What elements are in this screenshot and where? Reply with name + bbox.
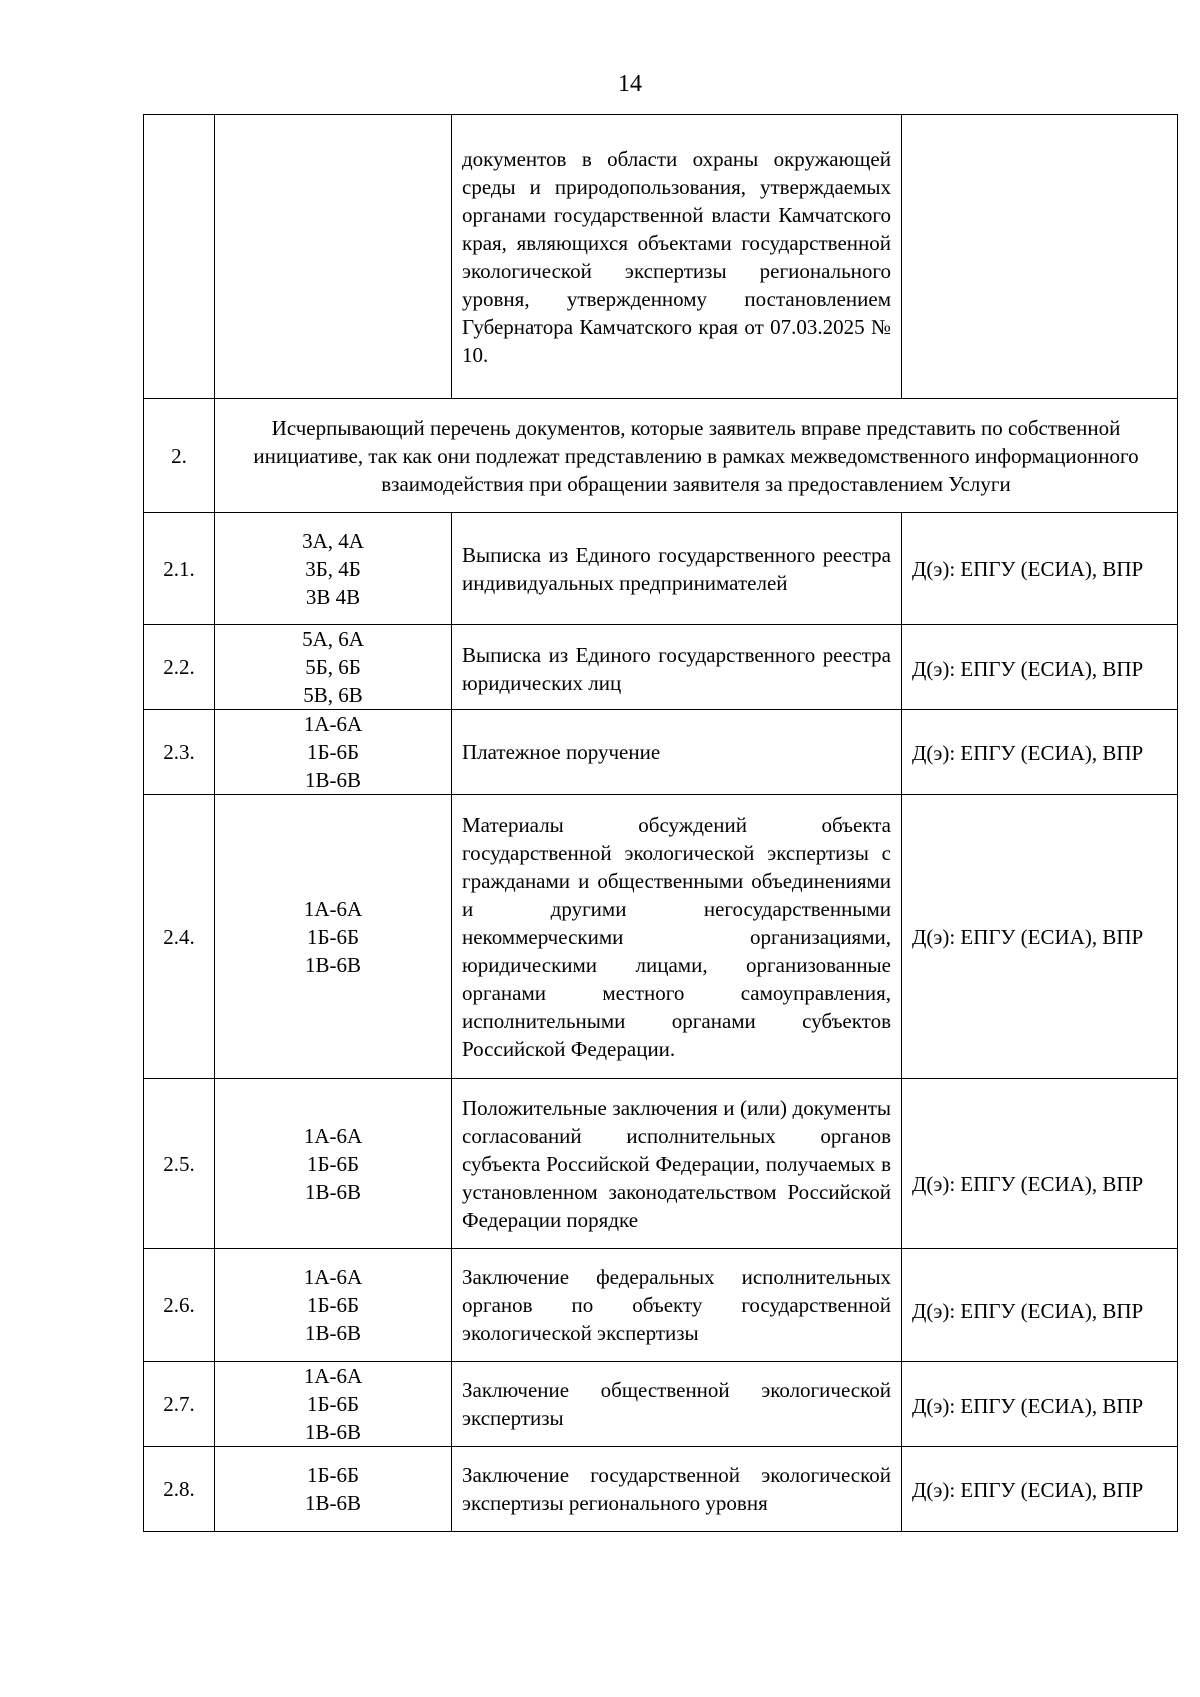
code-line: 1А-6А [303,1265,363,1289]
section-heading-row [144,399,1178,513]
code-line: 1В-6В [304,952,361,977]
document-description: Заключение общественной экологической экспертизы [452,1362,902,1447]
row-number: 2.7. [144,1362,215,1447]
code-line: 1А-6А [303,712,363,736]
documents-table [143,114,1178,1532]
row-number: 2.3. [144,710,215,795]
code-line: 1А-6А [303,1364,363,1388]
document-description: Платежное поручение [452,710,902,795]
row-number: 2.2. [144,625,215,710]
document-source: Д(э): ЕПГУ (ЕСИА), ВПР [902,795,1178,1079]
document-source: Д(э): ЕПГУ (ЕСИА), ВПР [902,513,1178,625]
row-number: 2.1. [144,513,215,625]
codes-cell [215,115,452,399]
description-cell: документов в области охраны окружающей среды и природопользования, утверждаемых органами государственной власти Камчатского края, являющихся объектами государственной экологической экспертизы регионального уровня, утвержденному постановлением Губернатора Камчатского края от 07.03.2025 № 10. [452,115,902,399]
code-line: 1А-6А [303,896,363,921]
row-number: 2.8. [144,1447,215,1532]
table-row-continuation [144,115,1178,399]
code-line: 1В-6В [304,1491,361,1515]
code-line: 1Б-6Б [306,740,360,764]
applicant-codes [215,1362,452,1447]
document-source: Д(э): ЕПГУ (ЕСИА), ВПР [902,1362,1178,1447]
code-line: 1В-6В [304,768,361,792]
applicant-codes [215,1079,452,1249]
applicant-codes [215,710,452,795]
document-description: Положительные заключения и (или) документы согласований исполнительных органов субъекта Российской Федерации, получаемых в установленном законодательством Российской Федерации порядке [452,1079,902,1249]
code-line: 5А, 6А [302,627,364,651]
document-description: Заключение государственной экологической экспертизы регионального уровня [452,1447,902,1532]
section-heading: Исчерпывающий перечень документов, которые заявитель вправе представить по собственной инициативе, так как они подлежат представлению в рамках межведомственного информационного взаимодействия при обращении заявителя за предоставлением Услуги [215,399,1178,513]
code-line: 1Б-6Б [306,1392,360,1416]
code-line: 1Б-6Б [306,924,360,949]
code-line: 3А, 4А [302,528,364,553]
table-row [144,795,1178,1079]
row-number: 2.5. [144,1079,215,1249]
code-line: 1Б-6Б [306,1293,360,1317]
document-description: Выписка из Единого государственного реестра юридических лиц [452,625,902,710]
page-number: 14 [618,71,642,97]
number-cell [144,115,215,399]
code-line: 1Б-6Б [306,1151,360,1176]
document-description: Материалы обсуждений объекта государственной экологической экспертизы с гражданами и общественными объединениями и другими негосударственными некоммерческими организациями, юридическими лицами, организованные органами местного самоуправления, исполнительными органами субъектов Российской Федерации. [452,795,902,1079]
code-line: 1В-6В [304,1420,361,1444]
applicant-codes [215,1447,452,1532]
code-line: 3Б, 4Б [305,556,361,581]
code-line: 1В-6В [304,1179,361,1204]
section-number: 2. [144,399,215,513]
code-line: 5В, 6В [303,683,363,707]
code-line: 1А-6А [303,1123,363,1148]
applicant-codes [215,513,452,625]
applicant-codes [215,795,452,1079]
table-row [144,1079,1178,1249]
table-row [144,1249,1178,1362]
table-row [144,625,1178,710]
table-row [144,513,1178,625]
table-row [144,710,1178,795]
code-line: 5Б, 6Б [305,655,361,679]
applicant-codes [215,1249,452,1362]
document-description: Заключение федеральных исполнительных органов по объекту государственной экологической экспертизы [452,1249,902,1362]
document-source: Д(э): ЕПГУ (ЕСИА), ВПР [902,1249,1178,1362]
table-row [144,1447,1178,1532]
applicant-codes [215,625,452,710]
code-line: 1В-6В [304,1321,361,1345]
row-number: 2.4. [144,795,215,1079]
document-source: Д(э): ЕПГУ (ЕСИА), ВПР [902,710,1178,795]
document-source: Д(э): ЕПГУ (ЕСИА), ВПР [902,625,1178,710]
document-source: Д(э): ЕПГУ (ЕСИА), ВПР [902,1079,1178,1249]
source-cell [902,115,1178,399]
code-line: 3В 4В [305,584,361,609]
code-line: 1Б-6Б [306,1463,360,1487]
row-number: 2.6. [144,1249,215,1362]
table-row [144,1362,1178,1447]
document-description: Выписка из Единого государственного реестра индивидуальных предпринимателей [452,513,902,625]
document-source: Д(э): ЕПГУ (ЕСИА), ВПР [902,1447,1178,1532]
